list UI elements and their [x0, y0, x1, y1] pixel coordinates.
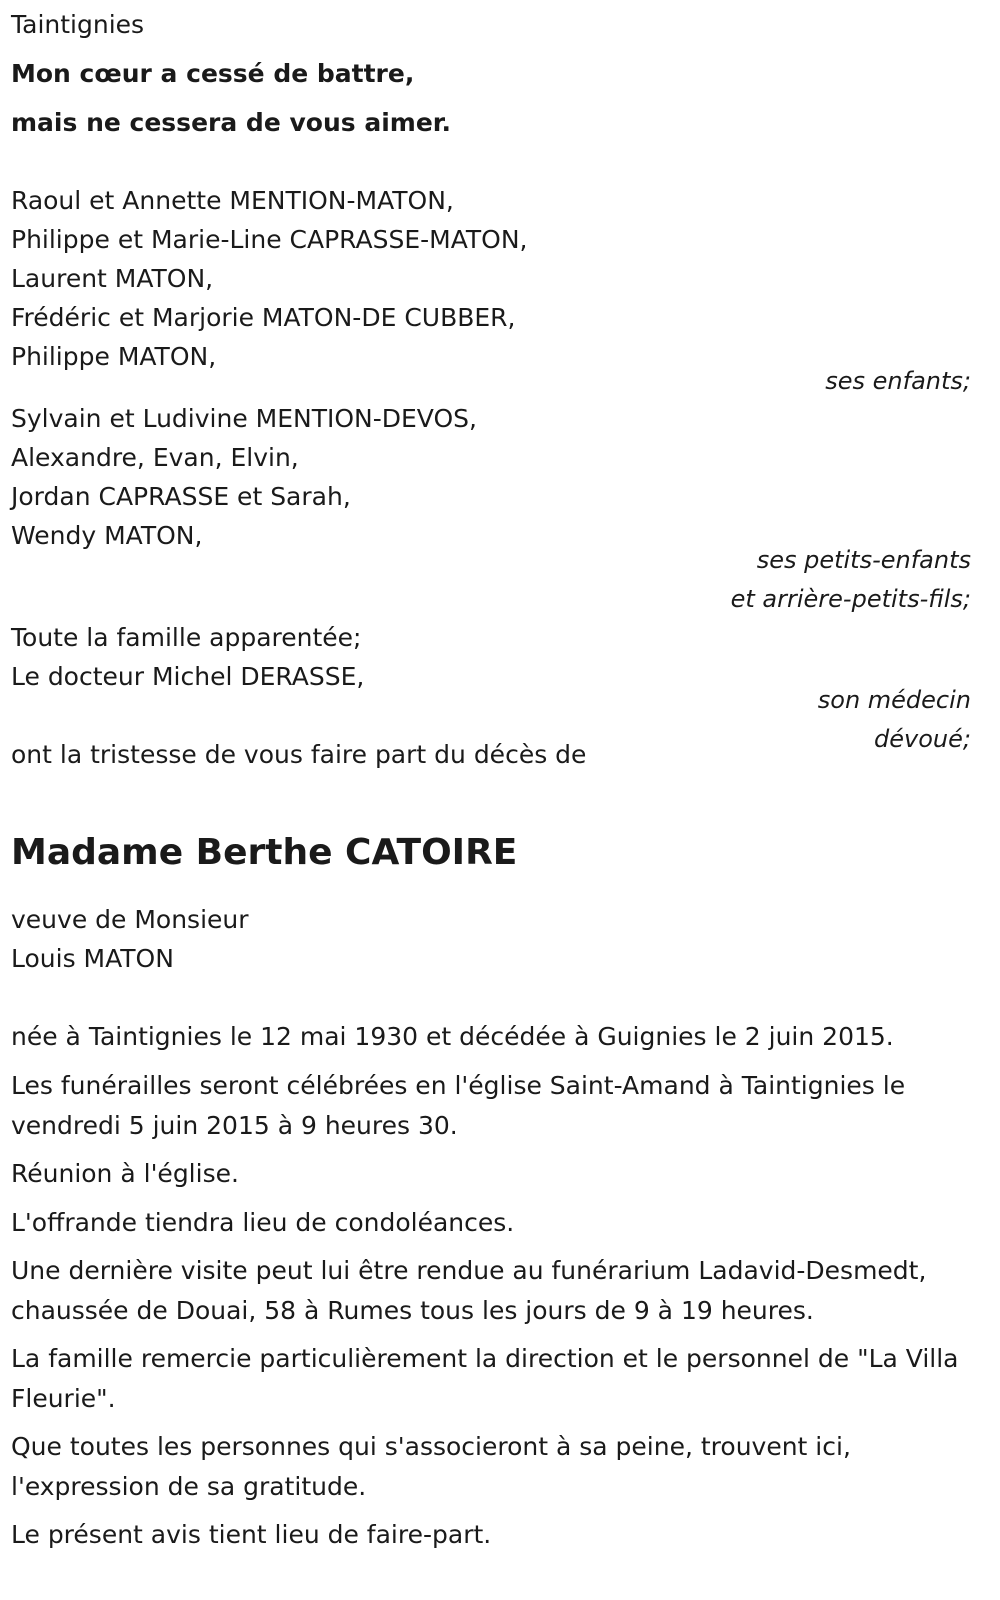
meeting-paragraph: Réunion à l'église. — [11, 1159, 239, 1188]
doctor-relation-line-1: son médecin — [817, 686, 971, 714]
offering-paragraph: L'offrande tiendra lieu de condoléances. — [11, 1208, 515, 1237]
epitaph-line-1: Mon cœur a cessé de battre, — [11, 59, 415, 88]
doctor-relation-line-2: dévoué; — [874, 725, 971, 753]
epitaph-line-2: mais ne cessera de vous aimer. — [11, 108, 452, 137]
family-line: Toute la famille apparentée; — [11, 623, 362, 652]
widow-line-2: Louis MATON — [11, 944, 174, 973]
grandchild-name: Sylvain et Ludivine MENTION-DEVOS, — [11, 404, 477, 433]
children-relation: ses enfants; — [825, 367, 971, 395]
grandchildren-relation-line-1: ses petits-enfants — [756, 546, 971, 574]
deceased-name: Madame Berthe CATOIRE — [11, 832, 518, 873]
widow-line-1: veuve de Monsieur — [11, 905, 249, 934]
notice-paragraph: Le présent avis tient lieu de faire-part. — [11, 1520, 492, 1549]
child-name: Philippe et Marie-Line CAPRASSE-MATON, — [11, 225, 528, 254]
child-name: Raoul et Annette MENTION-MATON, — [11, 186, 454, 215]
visit-paragraph: Une dernière visite peut lui être rendue au funérarium Ladavid-Desmedt, chaussée de Douai, 58 à Rumes tous les jours de 9 à 19 heures. — [11, 1256, 927, 1325]
grandchildren-relation-line-2: et arrière-petits-fils; — [730, 585, 971, 613]
announcement-text: ont la tristesse de vous faire part du décès de — [11, 740, 587, 769]
funeral-paragraph: Les funérailles seront célébrées en l'église Saint-Amand à Taintignies le vendredi 5 juin 2015 à 9 heures 30. — [11, 1071, 906, 1140]
grandchild-name: Jordan CAPRASSE et Sarah, — [11, 482, 351, 511]
doctor-name: Le docteur Michel DERASSE, — [11, 662, 365, 691]
child-name: Philippe MATON, — [11, 342, 217, 371]
gratitude-paragraph: Que toutes les personnes qui s'associeront à sa peine, trouvent ici, l'expression de sa gratitude. — [11, 1432, 851, 1501]
grandchild-name: Alexandre, Evan, Elvin, — [11, 443, 299, 472]
location-text: Taintignies — [11, 10, 145, 39]
birth-death-paragraph: née à Taintignies le 12 mai 1930 et décédée à Guignies le 2 juin 2015. — [11, 1022, 894, 1051]
child-name: Frédéric et Marjorie MATON-DE CUBBER, — [11, 303, 516, 332]
child-name: Laurent MATON, — [11, 264, 214, 293]
grandchild-name: Wendy MATON, — [11, 521, 203, 550]
thanks-paragraph: La famille remercie particulièrement la direction et le personnel de "La Villa Fleurie". — [11, 1344, 959, 1413]
